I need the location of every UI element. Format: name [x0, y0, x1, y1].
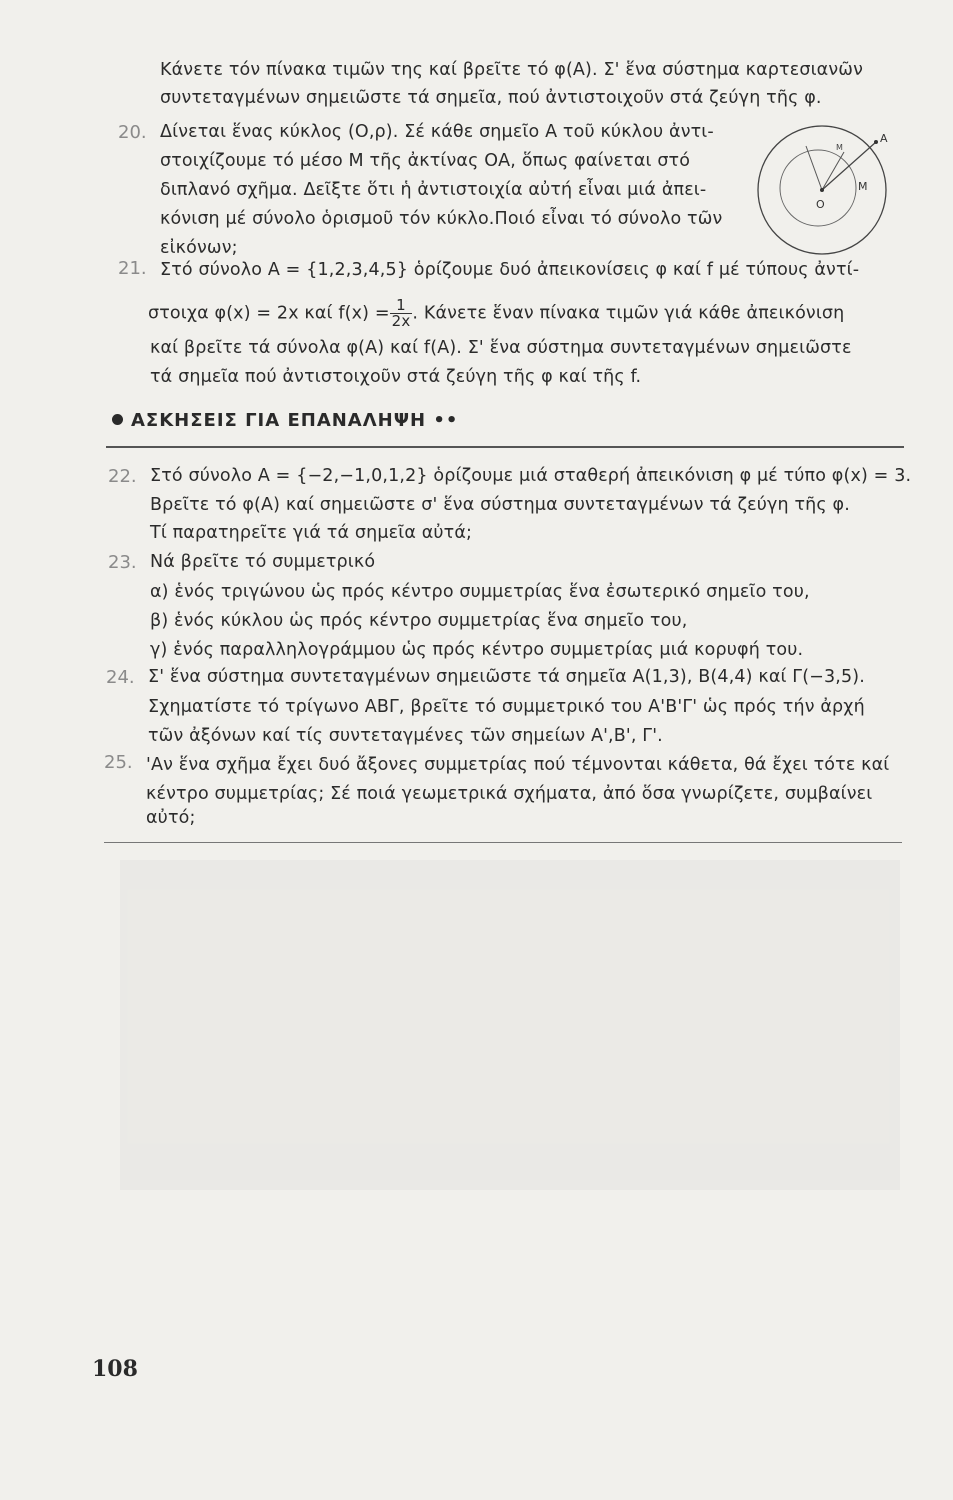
- exercise-23-line-2: α) ἑνός τριγώνου ὡς πρός κέντρο συμμετρίας ἕνα ἐσωτερικό σημεῖο του,: [150, 582, 810, 602]
- exercise-21-line-3: καί βρεῖτε τά σύνολα φ(Α) καί f(A). Σ' ἕνα σύστημα συντεταγμένων σημειῶστε: [150, 338, 852, 358]
- exercise-23-number: 23.: [108, 552, 137, 573]
- exercise-23-line-4: γ) ἑνός παραλληλογράμμου ὡς πρός κέντρο συμμετρίας μιά κορυφή του.: [150, 640, 804, 660]
- exercise-23-line-1: Νά βρεῖτε τό συμμετρικό: [150, 552, 376, 572]
- exercise-20-line-2: στοιχίζουμε τό μέσο Μ τῆς ἀκτίνας ΟΑ, ὅπως φαίνεται στό: [160, 151, 691, 171]
- bleed-through-shadow: [120, 860, 900, 1190]
- bullet-dot-icon: [112, 414, 123, 425]
- segment-om: [822, 152, 844, 190]
- exercise-21-number: 21.: [118, 258, 147, 279]
- exercise-20-line-4: κόνιση μέ σύνολο ὁρισμοῦ τόν κύκλο.Ποιό εἶναι τό σύνολο τῶν: [160, 209, 723, 229]
- exercise-21-line-1: Στό σύνολο A = {1,2,3,4,5} ὁρίζουμε δυό ἀπεικονίσεις φ καί f μέ τύπους ἀντί-: [160, 260, 860, 280]
- circle-figure: [752, 122, 892, 262]
- section-heading-text: ΑΣΚΗΣΕΙΣ ΓΙΑ ΕΠΑΝΑΛΗΨΗ ••: [131, 410, 459, 431]
- exercise-25-line-3: αὐτό;: [146, 808, 196, 828]
- center-point-o: [820, 188, 824, 192]
- radius-oa: [822, 142, 876, 190]
- label-o: O: [816, 198, 825, 211]
- exercise-20-line-3: διπλανό σχῆμα. Δεῖξτε ὅτι ἡ ἀντιστοιχία αὐτή εἶναι μιά ἀπει-: [160, 180, 707, 200]
- page-number: 108: [92, 1356, 138, 1382]
- exercise-22-line-3: Τί παρατηρεῖτε γιά τά σημεῖα αὐτά;: [150, 523, 473, 543]
- exercise-24-line-1: Σ' ἕνα σύστημα συντεταγμένων σημειῶστε τά σημεῖα Α(1,3), Β(4,4) καί Γ(−3,5).: [148, 667, 865, 687]
- fraction-numerator: 1: [390, 298, 413, 314]
- intro-line-1: Κάνετε τόν πίνακα τιμῶν της καί βρεῖτε τό φ(Α). Σ' ἕνα σύστημα καρτεσιανῶν: [160, 60, 863, 80]
- exercise-22-line-2: Βρεῖτε τό φ(Α) καί σημειῶστε σ' ἕνα σύστημα συντεταγμένων τά ζεύγη τῆς φ.: [150, 495, 850, 515]
- label-m: M: [858, 180, 868, 193]
- exercise-25-line-2: κέντρο συμμετρίας; Σέ ποιά γεωμετρικά σχήματα, ἀπό ὅσα γνωρίζετε, συμβαίνει: [146, 784, 873, 804]
- exercise-23-line-3: β) ἑνός κύκλου ὡς πρός κέντρο συμμετρίας ἕνα σημεῖο του,: [150, 611, 688, 631]
- exercise-21-line-2-start: στοιχα φ(x) = 2x καί f(x) =: [148, 303, 390, 324]
- section-heading: [112, 410, 458, 431]
- intro-line-2: συντεταγμένων σημειῶστε τά σημεῖα, πού ἀντιστοιχοῦν στά ζεύγη τῆς φ.: [160, 88, 822, 108]
- exercise-22-number: 22.: [108, 466, 137, 487]
- exercise-25-number: 25.: [104, 752, 133, 773]
- label-a: A: [880, 132, 888, 145]
- fraction-denominator: 2x: [391, 312, 411, 330]
- exercise-24-number: 24.: [106, 667, 135, 688]
- section-end-rule: [104, 842, 902, 843]
- exercise-21-line-4: τά σημεῖα πού ἀντιστοιχοῦν στά ζεύγη τῆς φ καί τῆς f.: [150, 367, 642, 387]
- exercise-20-line-1: Δίνεται ἕνας κύκλος (Ο,ρ). Σέ κάθε σημεῖο Α τοῦ κύκλου ἀντι-: [160, 122, 714, 142]
- label-m-small: M: [836, 143, 843, 152]
- exercise-25-line-1: 'Αν ἕνα σχῆμα ἔχει δυό ἄξονες συμμετρίας πού τέμνονται κάθετα, θά ἔχει τότε καί: [146, 755, 890, 775]
- exercise-20-number: 20.: [118, 122, 147, 143]
- exercise-21-line-2-end: . Κάνετε ἕναν πίνακα τιμῶν γιά κάθε ἀπεικόνιση: [412, 303, 845, 324]
- inner-circle: [780, 150, 856, 226]
- point-a: [874, 140, 878, 144]
- exercise-22-line-1: Στό σύνολο A = {−2,−1,0,1,2} ὁρίζουμε μιά σταθερή ἀπεικόνιση φ μέ τύπο φ(x) = 3.: [150, 466, 912, 486]
- exercise-24-line-3: τῶν ἀξόνων καί τίς συντεταγμένες τῶν σημείων Α',Β', Γ'.: [148, 726, 663, 746]
- fraction-1-over-2x: [390, 298, 413, 329]
- exercise-24-line-2: Σχηματίστε τό τρίγωνο ΑΒΓ, βρεῖτε τό συμμετρικό του Α'Β'Γ' ὡς πρός τήν ἀρχή: [148, 697, 865, 717]
- radius-left: [806, 146, 822, 190]
- exercise-20-line-5: εἰκόνων;: [160, 238, 238, 258]
- heading-rule: [106, 446, 904, 448]
- exercise-21-line-2: [148, 298, 844, 329]
